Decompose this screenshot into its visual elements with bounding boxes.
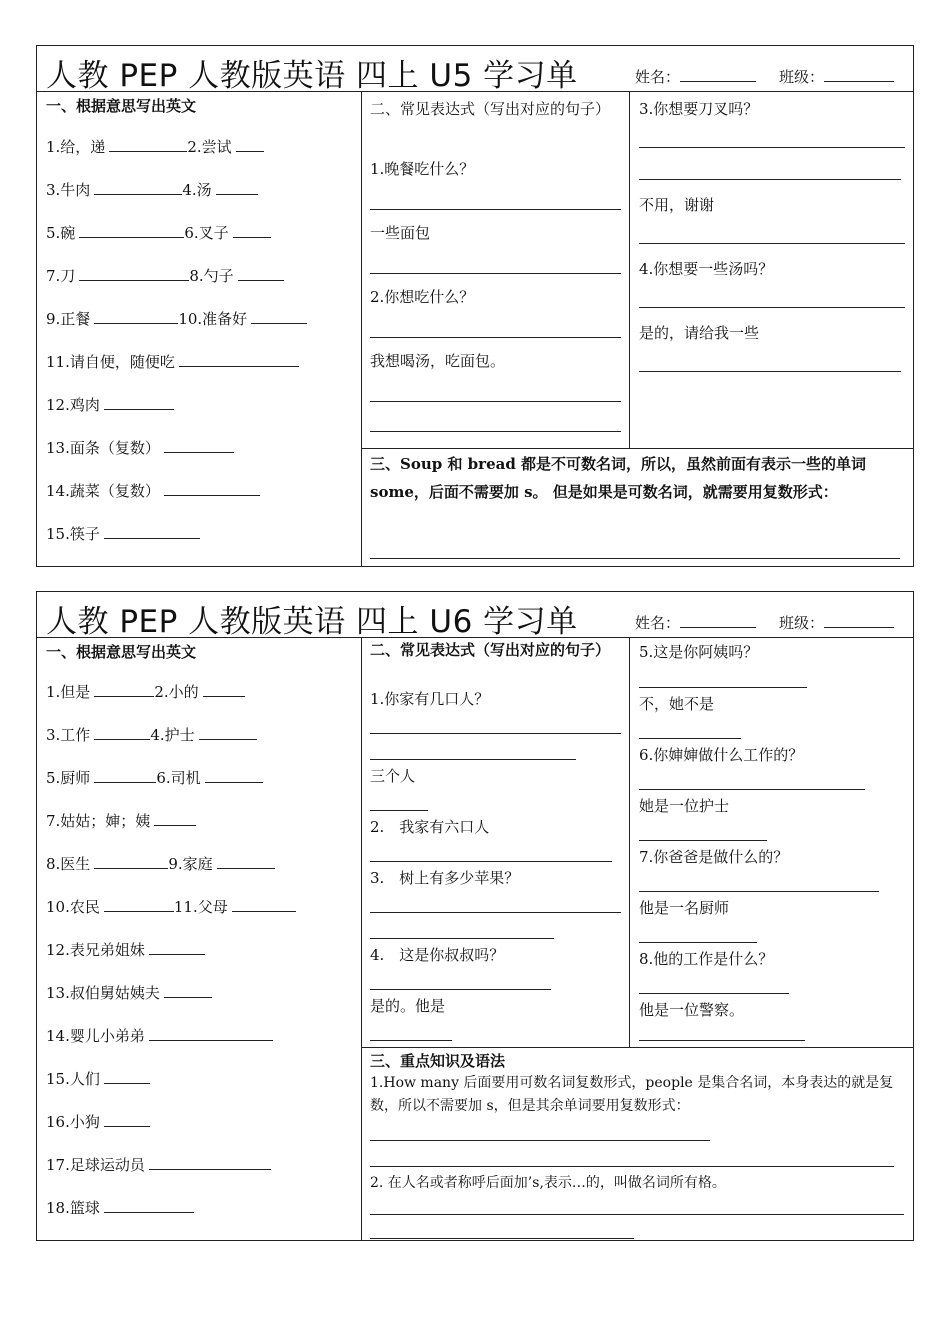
vocab-item[interactable]: 7.刀 8.勺子 [46,265,284,285]
vocab-item[interactable]: 5.碗 6.叉子 [46,222,271,242]
vocab-column [37,91,362,566]
class-field[interactable]: 班级： [779,66,894,87]
answer-line[interactable] [370,337,621,338]
answer-line[interactable] [639,307,905,308]
vocab-item[interactable]: 15.筷子 [46,523,200,543]
prompt-text: 是的，请给我一些 [639,324,760,342]
answer-line[interactable] [370,1040,452,1041]
grammar-note: 2. 在人名或者称呼后面加’s,表示…的，叫做名词所有格。 [370,1175,726,1191]
name-field[interactable]: 姓名： [635,612,756,633]
answer-line[interactable] [370,558,900,559]
answer-line[interactable] [639,371,901,372]
answer-line[interactable] [370,1166,894,1167]
vocab-item[interactable]: 14.蔬菜（复数） [46,480,260,500]
grammar-note: 三、Soup 和 bread 都是不可数名词，所以，虽然前面有表示一些的单词 some，后面不需要加 s。 但是如果是可数名词，就需要用复数形式： [370,455,867,501]
vocab-item[interactable]: 9.正餐 10.准备好 [46,308,307,328]
prompt-text: 1.你家有几口人？ [370,690,490,708]
answer-line[interactable] [370,733,621,734]
prompt-text: 2. 我家有六口人 [370,818,490,836]
section-heading: 一、根据意思写出英文 [46,643,197,661]
answer-line[interactable] [370,810,428,811]
prompt-text: 2.你想吃什么？ [370,288,475,306]
prompt-text: 是的。他是 [370,997,446,1015]
prompt-text: 7.你爸爸是做什么的？ [639,848,789,866]
prompt-text: 他是一名厨师 [639,899,730,917]
answer-line[interactable] [639,243,905,244]
answer-line[interactable] [370,912,621,913]
answer-line[interactable] [639,942,757,943]
prompt-text: 一些面包 [370,224,431,242]
expressions-column-right [630,637,913,1047]
worksheet-u5 [36,45,914,567]
answer-line[interactable] [639,840,767,841]
prompt-text: 6.你婶婶做什么工作的？ [639,746,804,764]
prompt-text: 8.他的工作是什么？ [639,950,774,968]
answer-line[interactable] [370,209,621,210]
vocab-item[interactable]: 1.给，递 2.尝试 [46,136,264,156]
answer-line[interactable] [370,759,576,760]
answer-line[interactable] [370,989,551,990]
vocab-item[interactable]: 18.篮球 [46,1197,194,1217]
answer-line[interactable] [639,147,905,148]
grammar-note: 1.How many 后面要用可数名词复数形式，people 是集合名词，本身表达的就是复数，所以不需要加 s，但是其余单词要用复数形式： [370,1075,894,1114]
section-heading: 二、常见表达式（写出对应的句子） [370,100,611,118]
section-heading: 二、常见表达式（写出对应的句子） [370,641,611,659]
answer-line[interactable] [639,687,807,688]
answer-line[interactable] [639,1040,805,1041]
expressions-column-right [630,91,913,448]
prompt-text: 1.晚餐吃什么？ [370,160,475,178]
prompt-text: 不，她不是 [639,695,715,713]
name-field[interactable]: 姓名： [635,66,756,87]
vocab-item[interactable]: 14.婴儿小弟弟 [46,1025,273,1045]
answer-line[interactable] [370,273,621,274]
title-row [37,592,913,638]
answer-line[interactable] [639,179,901,180]
vocab-item[interactable]: 3.工作 4.护士 [46,724,257,744]
prompt-text: 她是一位护士 [639,797,730,815]
answer-line[interactable] [370,938,554,939]
expressions-column [362,637,630,1047]
prompt-text: 3. 树上有多少苹果？ [370,869,520,887]
answer-line[interactable] [370,1238,634,1239]
class-field[interactable]: 班级： [779,612,894,633]
vocab-item[interactable]: 12.表兄弟姐妹 [46,939,205,959]
page-title: 人教 PEP 人教版英语 四上 U6 学习单 [46,604,578,640]
prompt-text: 5.这是你阿姨吗？ [639,643,759,661]
vocab-item[interactable]: 3.牛肉 4.汤 [46,179,258,199]
answer-line[interactable] [370,1140,710,1141]
divider [362,448,913,449]
answer-line[interactable] [639,789,865,790]
expressions-column [362,91,630,448]
vocab-item[interactable]: 12.鸡肉 [46,394,174,414]
prompt-text: 3.你想要刀叉吗？ [639,100,759,118]
vocab-column [37,637,362,1240]
vocab-item[interactable]: 1.但是 2.小的 [46,681,245,701]
vocab-item[interactable]: 15.人们 [46,1068,150,1088]
vocab-item[interactable]: 5.厨师 6.司机 [46,767,263,787]
vocab-item[interactable]: 13.叔伯舅姑姨夫 [46,982,212,1002]
answer-line[interactable] [370,861,612,862]
vocab-item[interactable]: 10.农民 11.父母 [46,896,296,916]
prompt-text: 我想喝汤，吃面包。 [370,352,506,370]
prompt-text: 他是一位警察。 [639,1001,745,1019]
page-title: 人教 PEP 人教版英语 四上 U5 学习单 [46,58,578,94]
answer-line[interactable] [639,993,789,994]
section-heading: 三、重点知识及语法 [370,1052,506,1070]
answer-line[interactable] [370,401,621,402]
vocab-item[interactable]: 13.面条（复数） [46,437,234,457]
prompt-text: 三个人 [370,767,416,785]
vocab-item[interactable]: 7.姑姑；婶；姨 [46,810,196,830]
vocab-item[interactable]: 8.医生 9.家庭 [46,853,275,873]
vocab-item[interactable]: 11.请自便，随便吃 [46,351,299,371]
answer-line[interactable] [639,738,741,739]
answer-line[interactable] [370,431,621,432]
vocab-item[interactable]: 17.足球运动员 [46,1154,271,1174]
prompt-text: 4.你想要一些汤吗？ [639,260,774,278]
divider [362,1047,913,1048]
section-heading: 一、根据意思写出英文 [46,97,197,115]
vocab-item[interactable]: 16.小狗 [46,1111,150,1131]
answer-line[interactable] [639,891,879,892]
answer-line[interactable] [370,1214,904,1215]
worksheet-u6 [36,591,914,1241]
prompt-text: 4. 这是你叔叔吗？ [370,946,505,964]
title-row [37,46,913,92]
prompt-text: 不用，谢谢 [639,196,715,214]
